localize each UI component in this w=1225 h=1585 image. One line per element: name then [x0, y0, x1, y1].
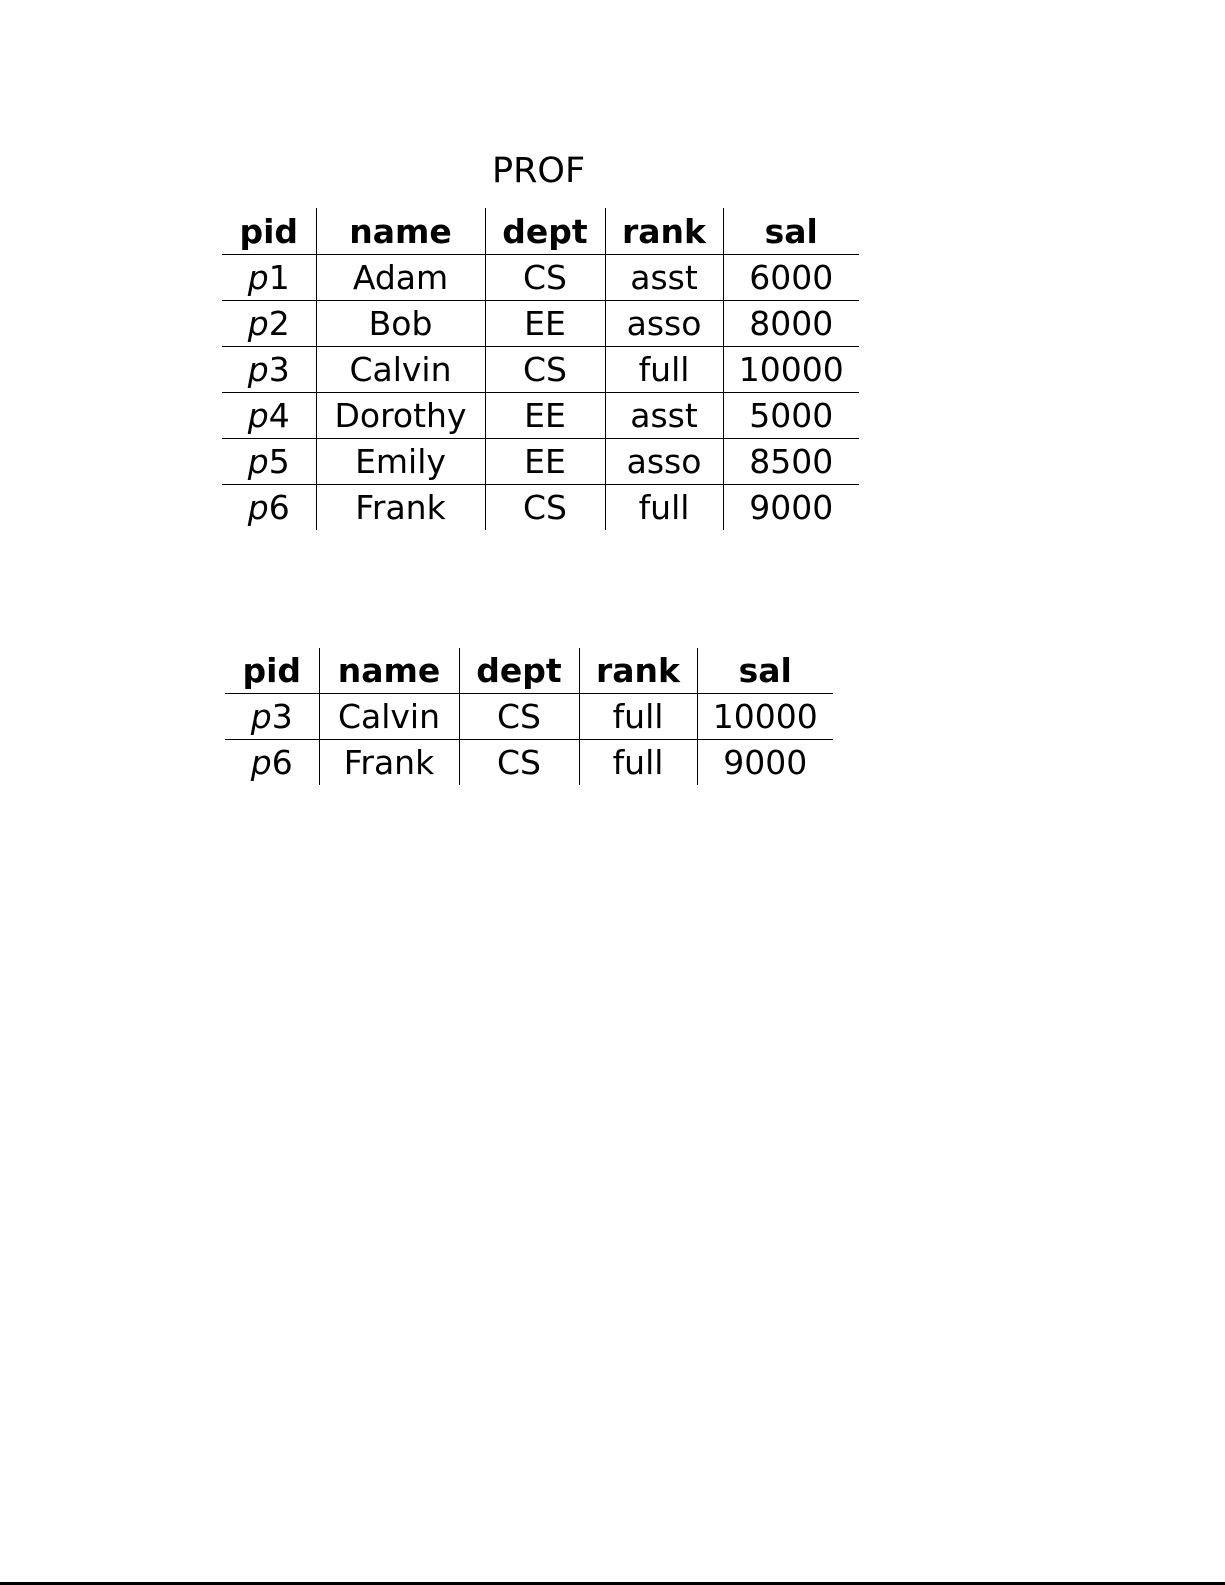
table-row	[222, 485, 859, 531]
pid-number: 6	[268, 488, 290, 527]
column-header-name: name	[316, 208, 485, 255]
sal-cell: 9000	[723, 485, 859, 531]
pid-letter: p	[247, 488, 269, 527]
pid-cell	[222, 347, 316, 393]
sal-cell: 8500	[723, 439, 859, 485]
column-header-name: name	[319, 648, 459, 694]
name-cell: Emily	[316, 439, 485, 485]
table-row	[222, 255, 859, 301]
table-row	[225, 694, 833, 740]
column-header-dept: dept	[485, 208, 605, 255]
column-header-sal: sal	[697, 648, 833, 694]
column-header-rank: rank	[579, 648, 697, 694]
name-cell: Calvin	[319, 694, 459, 740]
pid-letter: p	[247, 442, 269, 481]
pid-letter: p	[247, 396, 269, 435]
pid-number: 1	[268, 258, 290, 297]
pid-letter: p	[247, 304, 269, 343]
column-header-pid: pid	[225, 648, 319, 694]
rank-cell: asso	[605, 439, 723, 485]
name-cell: Bob	[316, 301, 485, 347]
rank-cell: full	[605, 347, 723, 393]
table-row	[222, 393, 859, 439]
pid-cell	[225, 740, 319, 786]
name-cell: Frank	[319, 740, 459, 786]
rank-cell: asso	[605, 301, 723, 347]
pid-letter: p	[250, 697, 272, 736]
table-row	[225, 740, 833, 786]
name-cell: Calvin	[316, 347, 485, 393]
column-header-dept: dept	[459, 648, 579, 694]
dept-cell: EE	[485, 301, 605, 347]
pid-letter: p	[250, 743, 272, 782]
pid-cell	[222, 255, 316, 301]
dept-cell: CS	[485, 255, 605, 301]
sal-cell: 9000	[697, 740, 833, 786]
pid-number: 3	[271, 697, 293, 736]
sal-cell: 5000	[723, 393, 859, 439]
table-row	[222, 301, 859, 347]
prof-table-title: PROF	[492, 151, 586, 191]
sal-cell: 10000	[723, 347, 859, 393]
prof-table	[222, 208, 859, 530]
dept-cell: CS	[459, 694, 579, 740]
pid-number: 2	[268, 304, 290, 343]
name-cell: Adam	[316, 255, 485, 301]
pid-letter: p	[247, 258, 269, 297]
pid-number: 3	[268, 350, 290, 389]
result-table	[225, 648, 833, 785]
table-row	[222, 347, 859, 393]
dept-cell: EE	[485, 393, 605, 439]
name-cell: Frank	[316, 485, 485, 531]
dept-cell: CS	[485, 347, 605, 393]
dept-cell: CS	[485, 485, 605, 531]
rank-cell: full	[605, 485, 723, 531]
rank-cell: asst	[605, 393, 723, 439]
pid-cell	[222, 485, 316, 531]
column-header-sal: sal	[723, 208, 859, 255]
pid-cell	[222, 301, 316, 347]
sal-cell: 6000	[723, 255, 859, 301]
table-header-row	[222, 208, 859, 255]
rank-cell: full	[579, 740, 697, 786]
rank-cell: asst	[605, 255, 723, 301]
pid-letter: p	[247, 350, 269, 389]
dept-cell: CS	[459, 740, 579, 786]
table-header-row	[225, 648, 833, 694]
pid-number: 6	[271, 743, 293, 782]
pid-number: 5	[268, 442, 290, 481]
column-header-pid: pid	[222, 208, 316, 255]
pid-number: 4	[268, 396, 290, 435]
dept-cell: EE	[485, 439, 605, 485]
column-header-rank: rank	[605, 208, 723, 255]
pid-cell	[222, 439, 316, 485]
pid-cell	[225, 694, 319, 740]
table-row	[222, 439, 859, 485]
sal-cell: 8000	[723, 301, 859, 347]
name-cell: Dorothy	[316, 393, 485, 439]
rank-cell: full	[579, 694, 697, 740]
sal-cell: 10000	[697, 694, 833, 740]
pid-cell	[222, 393, 316, 439]
